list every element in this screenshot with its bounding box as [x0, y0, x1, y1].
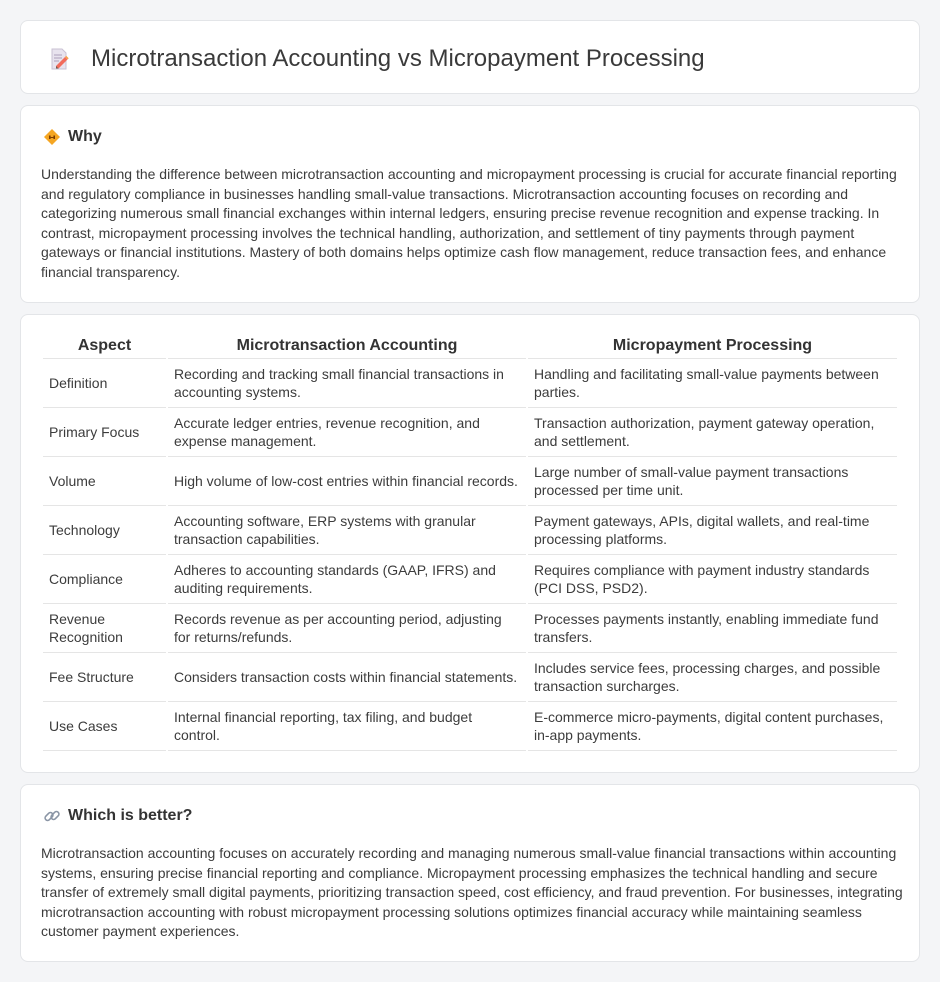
comparison-table — [41, 335, 899, 751]
why-heading: Why — [68, 128, 102, 145]
why-card — [20, 105, 920, 303]
accounting-cell: Internal financial reporting, tax filing, and budget control. — [168, 702, 526, 751]
accounting-cell: Accounting software, ERP systems with granular transaction capabilities. — [168, 506, 526, 555]
table-row — [43, 408, 897, 457]
title-row — [47, 45, 705, 73]
aspect-cell: Definition — [43, 359, 166, 408]
better-heading: Which is better? — [68, 807, 193, 824]
document-pencil-icon — [47, 47, 71, 71]
table-row — [43, 653, 897, 702]
accounting-cell: Recording and tracking small financial transactions in accounting systems. — [168, 359, 526, 408]
processing-cell: E-commerce micro-payments, digital content purchases, in-app payments. — [528, 702, 897, 751]
table-row — [43, 702, 897, 751]
table-row — [43, 457, 897, 506]
table-row — [43, 506, 897, 555]
accounting-cell: Accurate ledger entries, revenue recognition, and expense management. — [168, 408, 526, 457]
aspect-cell: Fee Structure — [43, 653, 166, 702]
processing-cell: Processes payments instantly, enabling immediate fund transfers. — [528, 604, 897, 653]
header-micropayment-processing: Micropayment Processing — [528, 335, 897, 359]
table-row — [43, 359, 897, 408]
header-microtransaction-accounting: Microtransaction Accounting — [168, 335, 526, 359]
table-row — [43, 604, 897, 653]
why-heading-row — [43, 128, 102, 146]
aspect-cell: Volume — [43, 457, 166, 506]
which-better-card — [20, 784, 920, 962]
better-heading-row — [43, 807, 192, 825]
accounting-cell: High volume of low-cost entries within financial records. — [168, 457, 526, 506]
table-header-row — [43, 335, 897, 359]
processing-cell: Transaction authorization, payment gateway operation, and settlement. — [528, 408, 897, 457]
aspect-cell: Use Cases — [43, 702, 166, 751]
page-title: Microtransaction Accounting vs Micropayment Processing — [91, 45, 705, 72]
better-paragraph: Microtransaction accounting focuses on accurately recording and managing numerous small-value financial transactions within accounting systems, ensuring precise financial reporting and compliance. Micropayment processing emphasizes the technical handling and secure transfer of extremely small digital payments, prioritizing transaction speed, cost efficiency, and fraud prevention. For businesses, integrating microtransaction accounting with robust micropayment processing solutions optimizes financial accuracy while maintaining seamless customer payment experiences. — [41, 845, 903, 939]
why-paragraph: Understanding the difference between microtransaction accounting and micropayment processing is crucial for accurate financial reporting and regulatory compliance in businesses handling small-value transactions. Microtransaction accounting focuses on recording and categorizing numerous small financial exchanges within internal ledgers, ensuring precise revenue recognition and expense tracking. In contrast, micropayment processing involves the technical handling, authorization, and settlement of tiny payments through payment gateways or financial institutions. Mastery of both domains helps optimize cash flow management, reduce transaction fees, and enhance financial transparency. — [41, 166, 897, 280]
table-row — [43, 555, 897, 604]
accounting-cell: Adheres to accounting standards (GAAP, IFRS) and auditing requirements. — [168, 555, 526, 604]
link-icon — [43, 807, 61, 825]
aspect-cell: Primary Focus — [43, 408, 166, 457]
aspect-cell: Revenue Recognition — [43, 604, 166, 653]
title-card — [20, 20, 920, 94]
aspect-cell: Technology — [43, 506, 166, 555]
processing-cell: Requires compliance with payment industry standards (PCI DSS, PSD2). — [528, 555, 897, 604]
comparison-card — [20, 314, 920, 773]
diamond-warning-icon — [43, 128, 61, 146]
processing-cell: Large number of small-value payment transactions processed per time unit. — [528, 457, 897, 506]
accounting-cell: Records revenue as per accounting period, adjusting for returns/refunds. — [168, 604, 526, 653]
header-aspect: Aspect — [43, 335, 166, 359]
processing-cell: Includes service fees, processing charges, and possible transaction surcharges. — [528, 653, 897, 702]
aspect-cell: Compliance — [43, 555, 166, 604]
accounting-cell: Considers transaction costs within financial statements. — [168, 653, 526, 702]
processing-cell: Handling and facilitating small-value payments between parties. — [528, 359, 897, 408]
processing-cell: Payment gateways, APIs, digital wallets, and real-time processing platforms. — [528, 506, 897, 555]
